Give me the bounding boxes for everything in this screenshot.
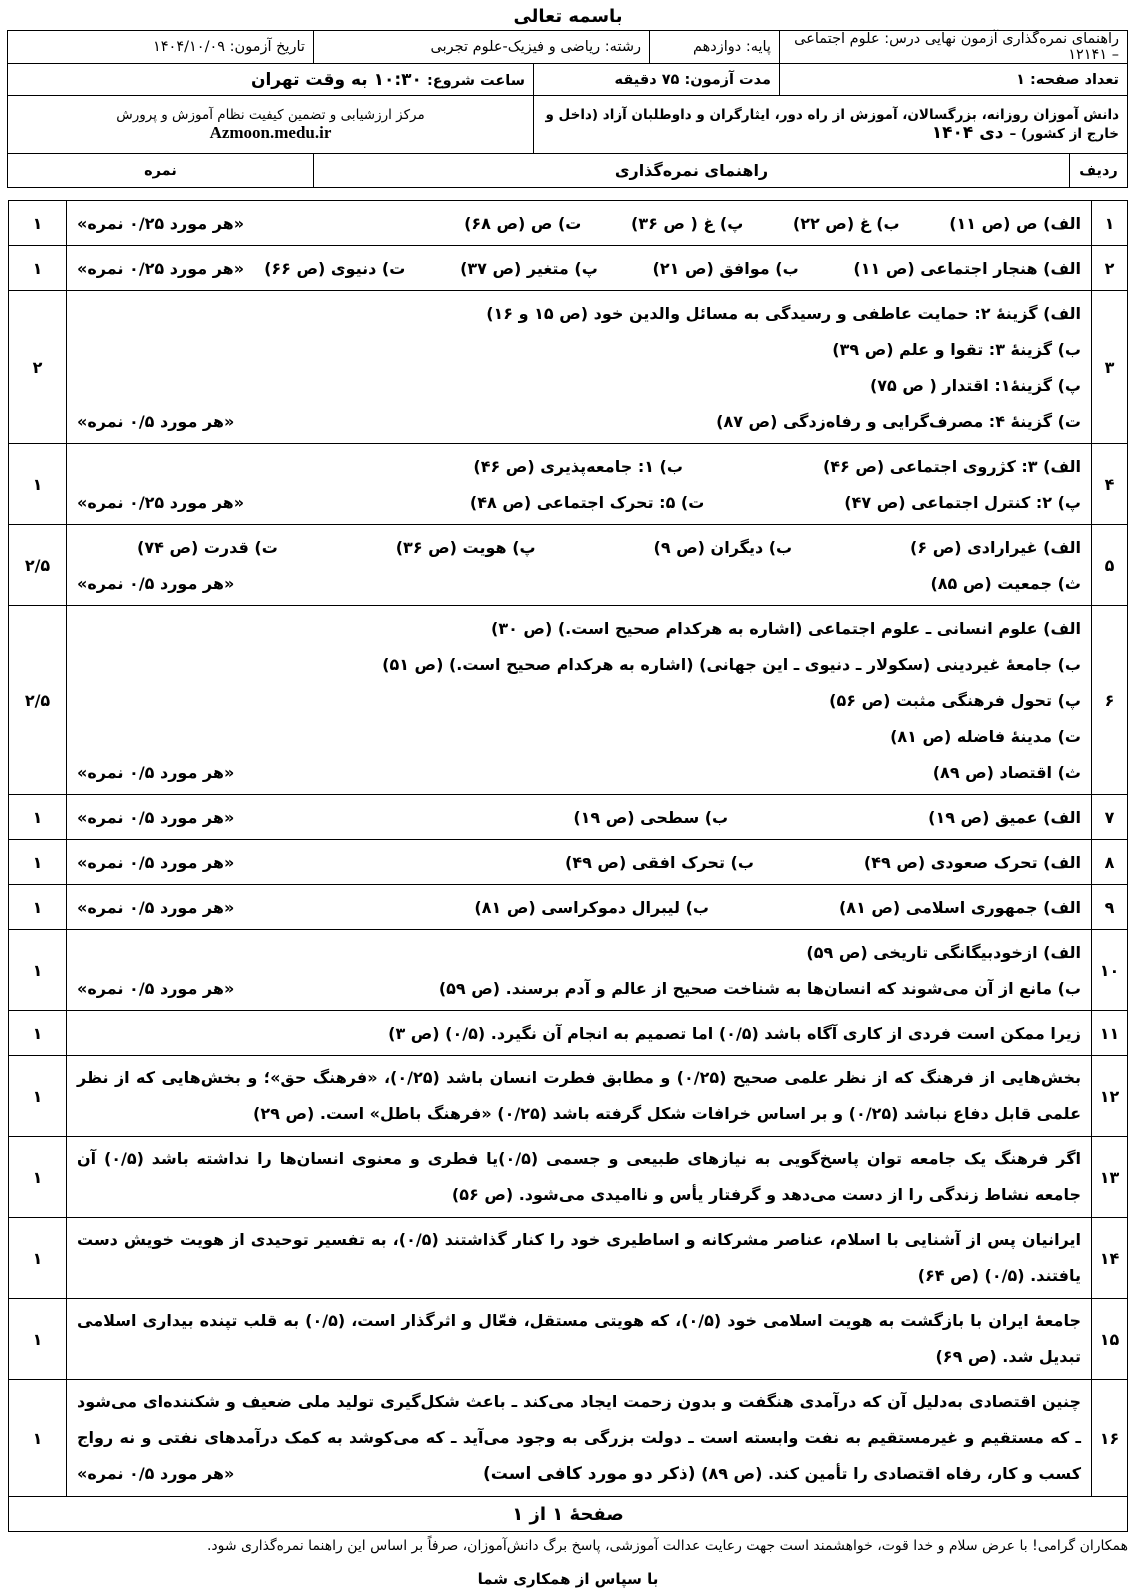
row-score: ۱: [9, 885, 67, 930]
row-number: ۳: [1092, 291, 1128, 444]
score-note: «هر مورد ۰/۵ نمره»: [77, 1464, 235, 1483]
answer-row: [9, 930, 1128, 1011]
page-footer-row: [9, 1497, 1128, 1532]
score-note: «هر مورد ۰/۵ نمره»: [77, 573, 235, 593]
row-score: ۲: [9, 291, 67, 444]
answer-item: الف) ص (ص ۱۱): [949, 213, 1081, 233]
answer-row: [9, 291, 1128, 444]
row-number: ۱۶: [1092, 1380, 1128, 1497]
answer-row: [9, 1299, 1128, 1380]
row-number: ۶: [1092, 606, 1128, 795]
answer-row: [9, 606, 1128, 795]
answer-row: [9, 1380, 1128, 1497]
answer-item: پ) غ ( ص ۳۶): [631, 213, 744, 233]
score-note: «هر مورد ۰/۵ نمره»: [77, 852, 235, 872]
answer-line: الف) گزینهٔ ۲: حمایت عاطفی و رسیدگی به مسائل والدین خود (ص ۱۵ و ۱۶): [486, 303, 1081, 323]
answer-item: الف) جمهوری اسلامی (ص ۸۱): [838, 897, 1081, 917]
answer-row: [9, 246, 1128, 291]
row-score: ۱: [9, 930, 67, 1011]
answer-item: پ) متغیر (ص ۳۷): [460, 258, 598, 278]
answer-item: ب) لیبرال دموکراسی (ص ۸۱): [474, 897, 709, 917]
field: رشته: ریاضی و فیزیک-علوم تجربی: [313, 31, 649, 64]
answer-line: پ) گزینهٔ۱: اقتدار ( ص ۷۵): [869, 375, 1081, 395]
answer-item: الف) غیرارادی (ص ۶): [910, 537, 1081, 557]
row-number: ۸: [1092, 840, 1128, 885]
row-score: ۱: [9, 1218, 67, 1299]
page-label: صفحهٔ ۱ از ۱: [9, 1497, 1128, 1532]
answer-item: الف) تحرک صعودی (ص ۴۹): [863, 852, 1081, 872]
answer-row: [9, 1011, 1128, 1056]
top-title: باسمه تعالی: [513, 6, 623, 27]
students-desc: [533, 96, 1127, 154]
score-note: «هر مورد ۰/۵ نمره»: [77, 807, 235, 827]
answer-line: ت) گزینهٔ ۴: مصرف‌گرایی و رفاه‌زدگی (ص ۸۷): [716, 411, 1081, 431]
exam-date: تاریخ آزمون: ۱۴۰۴/۱۰/۰۹: [7, 31, 313, 64]
row-score: ۱: [9, 1011, 67, 1056]
col-row-header: ردیف: [1070, 154, 1128, 188]
answer-text: زیرا ممکن است فردی از کاری آگاه باشد (۰/۵) اما تصمیم به انجام آن نگیرد. (۰/۵) (ص ۳): [388, 1023, 1081, 1043]
answer-line: الف) علوم انسانی ـ علوم اجتماعی (اشاره به هرکدام صحیح است.) (ص ۳۰): [491, 618, 1081, 638]
answer-item: پ) ۲: کنترل اجتماعی (ص ۴۷): [844, 492, 1081, 512]
answer-row: [9, 525, 1128, 606]
row-number: ۵: [1092, 525, 1128, 606]
row-score: ۱: [9, 1299, 67, 1380]
students-desc-text: دانش آموزان روزانه، بزرگسالان، آموزش از راه دور، ایثارگران و داوطلبان آزاد (داخل و خارج از کشور) –: [545, 106, 1119, 142]
row-score: ۱: [9, 201, 67, 246]
answer-line: ت) مدینهٔ فاضله (ص ۸۱): [890, 726, 1081, 746]
answer-item: ث) جمعیت (ص ۸۵): [930, 573, 1081, 593]
row-number: ۲: [1092, 246, 1128, 291]
answer-item: ت) قدرت (ص ۷۴): [137, 537, 278, 557]
answer-row: [9, 201, 1128, 246]
answer-key-page: [8, 0, 1128, 1588]
bottom-note: همکاران گرامی! با عرض سلام و خدا قوت، خواهشمند است جهت رعایت عدالت آموزشی، پاسخ برگ دانش‌آموزان، صرفاً بر اساس این راهنما نمره‌گذاری شود.: [206, 1538, 1128, 1554]
score-note: «هر مورد ۰/۲۵ نمره»: [77, 258, 245, 278]
center-name: مرکز ارزشیابی و تضمین کیفیت نظام آموزش و پرورش: [116, 106, 425, 123]
answer-item: ب) موافق (ص ۲۱): [652, 258, 799, 278]
grade: پایه: دوازدهم: [649, 31, 779, 64]
answer-item: ب) ۱: جامعه‌پذیری (ص ۴۶): [473, 456, 683, 476]
score-note: «هر مورد ۰/۲۵ نمره»: [77, 213, 245, 233]
answer-item: الف) عمیق (ص ۱۹): [928, 807, 1081, 827]
answer-row: [9, 1137, 1128, 1218]
row-number: ۱۲: [1092, 1056, 1128, 1137]
answer-line: ب) گزینهٔ ۳: تقوا و علم (ص ۳۹): [832, 339, 1081, 359]
answer-line: ث) اقتصاد (ص ۸۹): [932, 762, 1081, 782]
row-number: ۹: [1092, 885, 1128, 930]
row-score: ۱: [9, 840, 67, 885]
thanks-text: با سپاس از همکاری شما: [477, 1570, 659, 1588]
score-note: «هر مورد ۰/۵ نمره»: [77, 411, 235, 431]
answer-item: ت) ۵: تحرک اجتماعی (ص ۴۸): [469, 492, 705, 512]
start-time-value: ۱۰:۳۰ به وقت تهران: [250, 69, 422, 90]
row-number: ۱۳: [1092, 1137, 1128, 1218]
row-number: ۱۴: [1092, 1218, 1128, 1299]
duration: مدت آزمون: ۷۵ دقیقه: [533, 64, 779, 96]
score-note: «هر مورد ۰/۲۵ نمره»: [77, 492, 245, 512]
score-note: «هر مورد ۰/۵ نمره»: [77, 762, 235, 782]
center-info: [7, 96, 533, 154]
row-score: ۱: [9, 1380, 67, 1497]
row-score: ۲/۵: [9, 525, 67, 606]
answer-item: ب) تحرک افقی (ص ۴۹): [565, 852, 754, 872]
start-time-label: ساعت شروع:: [421, 72, 525, 89]
answer-text: اگر فرهنگ یک جامعه توان پاسخ‌گویی به نیازهای طبیعی و جسمی (۰/۵)یا فطری و معنوی انسان‌ها را نداشته باشد (۰/۵) آن جامعه نشاط زندگی را از دست می‌دهد و گرفتار یأس و ناامیدی می‌شود. (ص ۵۶): [77, 1149, 1082, 1204]
page-count: تعداد صفحه: ۱: [779, 64, 1127, 96]
answer-text: ایرانیان پس از آشنایی با اسلام، عناصر مشرکانه و اساطیری خود را کنار گذاشتند (۰/۵)، به تفسیر توحیدی از هویت خویش دست یافتند. (۰/۵) (ص ۶۴): [77, 1230, 1082, 1285]
answer-line: پ) تحول فرهنگی مثبت (ص ۵۶): [829, 690, 1081, 710]
answer-line: ب) جامعهٔ غیردینی (سکولار ـ دنیوی ـ این جهانی) (اشاره به هرکدام صحیح است.) (ص ۵۱): [382, 654, 1081, 674]
row-score: ۱: [9, 795, 67, 840]
answer-emphasis: (ذکر دو مورد کافی است): [483, 1464, 696, 1484]
answers-table: [8, 200, 1128, 1532]
answer-text: جامعهٔ ایران با بازگشت به هویت اسلامی خود (۰/۵)، که هویتی مستقل، فعّال و اثرگذار است، (۰/۵) به قلب تپنده بیداری اسلامی تبدیل شد. (ص ۶۹): [77, 1311, 1082, 1366]
col-score-header: نمره: [7, 154, 313, 188]
answer-item: ب) دیگران (ص ۹): [653, 537, 793, 557]
row-score: ۲/۵: [9, 606, 67, 795]
row-score: ۱: [9, 1056, 67, 1137]
score-note: «هر مورد ۰/۵ نمره»: [77, 897, 235, 917]
answer-line: الف) ازخودبیگانگی تاریخی (ص ۵۹): [806, 942, 1081, 962]
answer-item: ت) دنیوی (ص ۶۶): [264, 258, 406, 278]
row-score: ۱: [9, 1137, 67, 1218]
answer-item: پ) هویت (ص ۳۶): [395, 537, 536, 557]
answer-row: [9, 795, 1128, 840]
answer-item: الف) هنجار اجتماعی (ص ۱۱): [853, 258, 1081, 278]
score-note: «هر مورد ۰/۵ نمره»: [77, 978, 235, 998]
answer-row: [9, 444, 1128, 525]
website: Azmoon.medu.ir: [209, 122, 332, 142]
answer-item: ب) سطحی (ص ۱۹): [573, 807, 729, 827]
answer-row: [9, 1056, 1128, 1137]
answer-row: [9, 840, 1128, 885]
answer-line: ب) مانع از آن می‌شوند که انسان‌ها به شناخت صحیح از عالم و آدم برسند. (ص ۵۹): [438, 978, 1081, 998]
row-score: ۱: [9, 444, 67, 525]
answer-item: ب) غ (ص ۲۲): [792, 213, 900, 233]
row-number: ۴: [1092, 444, 1128, 525]
row-number: ۱۱: [1092, 1011, 1128, 1056]
row-number: ۱: [1092, 201, 1128, 246]
start-time: [7, 64, 533, 96]
row-number: ۱۰: [1092, 930, 1128, 1011]
students-month: دی ۱۴۰۴: [931, 122, 1010, 143]
col-guide-header: راهنمای نمره‌گذاری: [313, 154, 1069, 188]
subject: راهنمای نمره‌گذاری آزمون نهایی درس: علوم اجتماعی – ۱۲۱۴۱: [779, 31, 1127, 64]
answer-item: ت) ص (ص ۶۸): [464, 213, 582, 233]
row-number: ۱۵: [1092, 1299, 1128, 1380]
answer-row: [9, 1218, 1128, 1299]
header-table: [7, 30, 1128, 188]
row-score: ۱: [9, 246, 67, 291]
answer-text: بخش‌هایی از فرهنگ که از نظر علمی صحیح (۰/۲۵) و مطابق فطرت انسان باشد (۰/۲۵)، «فرهنگ حق»؛ و بخش‌هایی که از نظر علمی قابل دفاع نباشد (۰/۲۵) و بر اساس خرافات شکل گرفته باشد (۰/۲۵) «فرهنگ باطل» است. (ص ۲۹): [77, 1068, 1081, 1123]
answer-row: [9, 885, 1128, 930]
row-number: ۷: [1092, 795, 1128, 840]
answer-text: چنین اقتصادی به‌دلیل آن که درآمدی هنگفت و بدون زحمت ایجاد می‌کند ـ باعث شکل‌گیری تولید ملی ضعیف و شکننده‌ای می‌شود ـ که مستقیم و غیرمستقیم به نفت وابسته است ـ دولت بزرگی به وجود می‌آید ـ که می‌کوشد به کمک درآمدهای نفتی و نه رواج کسب و کار، رفاه اقتصادی را تأمین کند. (ص ۸۹): [77, 1392, 1081, 1483]
answer-item: الف) ۳: کژروی اجتماعی (ص ۴۶): [822, 456, 1081, 476]
